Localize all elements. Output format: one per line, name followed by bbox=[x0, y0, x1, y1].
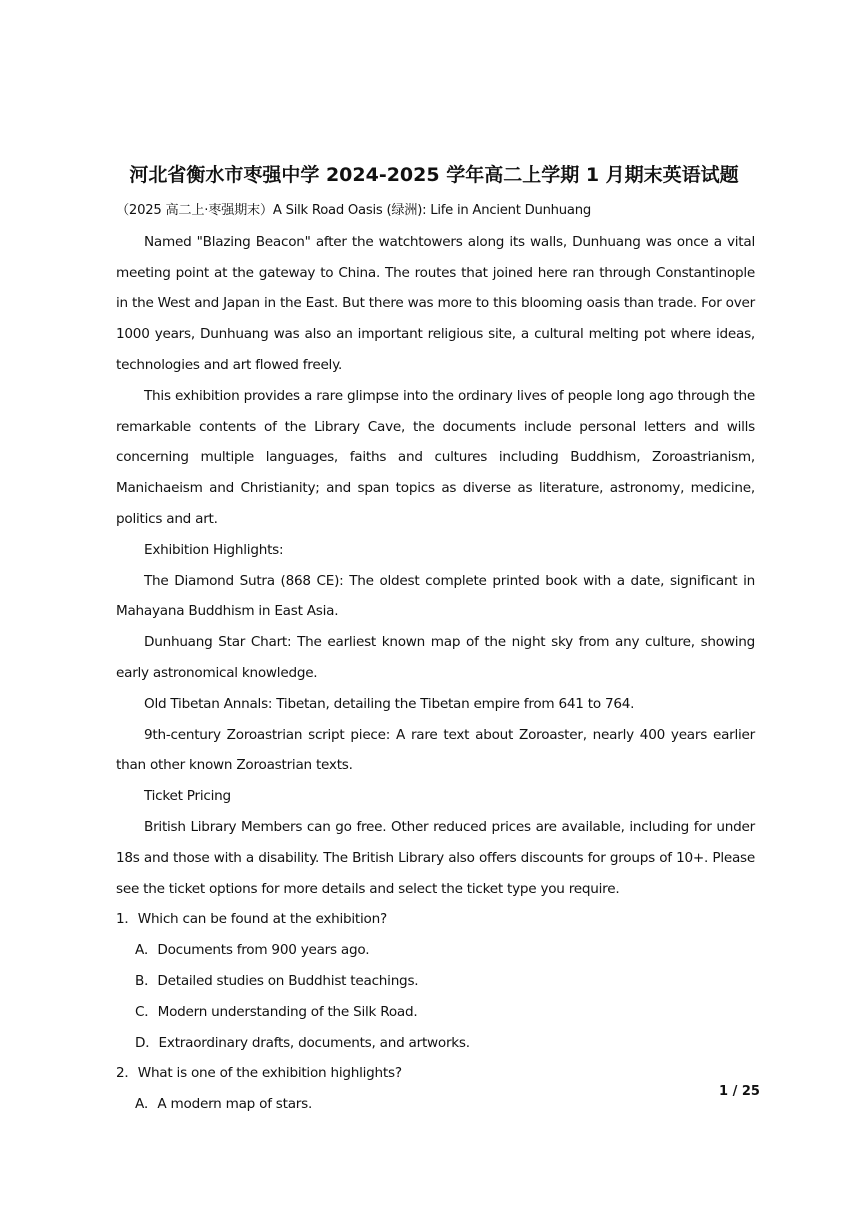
highlights-heading: Exhibition Highlights: bbox=[144, 541, 284, 558]
passage-paragraph: Named "Blazing Beacon" after the watchtowers along its walls, Dunhuang was once a vital meeting point at the gateway to China. The routes that joined here ran through Constantinople in the West and Japan in the East. But there was more to this blooming oasis than trade. For over 1000 years, Dunhuang was also an important religious site, a cultural melting pot where ideas, technologies and art flowed freely. bbox=[116, 233, 755, 373]
question-stem bbox=[116, 904, 755, 935]
question-number: 2． bbox=[116, 1065, 138, 1082]
question-text: What is one of the exhibition highlights? bbox=[137, 1065, 402, 1082]
answer-option: A．A modern map of stars. bbox=[135, 1096, 313, 1113]
question-2 bbox=[116, 1058, 755, 1120]
question-stem bbox=[116, 1058, 755, 1089]
source-line: （2025 高二上·枣强期末）A Silk Road Oasis (绿洲): Life in Ancient Dunhuang bbox=[116, 203, 591, 218]
highlight-item: Old Tibetan Annals: Tibetan, detailing the Tibetan empire from 641 to 764. bbox=[144, 695, 635, 712]
highlight-item: The Diamond Sutra (868 CE): The oldest complete printed book with a date, significant in Mahayana Buddhism in East Asia. bbox=[116, 572, 755, 620]
highlight-item: 9th-century Zoroastrian script piece: A rare text about Zoroaster, nearly 400 years earlier than other known Zoroastrian texts. bbox=[116, 726, 755, 774]
page-title: 河北省衡水市枣强中学 2024-2025 学年高二上学期 1 月期末英语试题 bbox=[129, 164, 739, 186]
highlight-item: Dunhuang Star Chart: The earliest known map of the night sky from any culture, showing early astronomical knowledge. bbox=[116, 634, 755, 681]
question-number: 1． bbox=[116, 911, 138, 928]
ticket-paragraph: British Library Members can go free. Other reduced prices are available, including for under 18s and those with a disability. The British Library also offers discounts for groups of 10+. Please see the ticket options for more details and select the ticket type you require. bbox=[116, 818, 755, 897]
answer-option: C．Modern understanding of the Silk Road. bbox=[135, 1003, 418, 1020]
question-1 bbox=[116, 904, 755, 1058]
answer-option: A．Documents from 900 years ago. bbox=[135, 942, 370, 959]
passage-paragraph: This exhibition provides a rare glimpse into the ordinary lives of people long ago through the remarkable contents of the Library Cave, the documents include personal letters and wills concerning multiple languages, faiths and cultures including Buddhism, Zoroastrianism, Manichaeism and Christianity; and span topics as diverse as literature, astronomy, medicine, politics and art. bbox=[116, 387, 755, 527]
page-number: 1 / 25 bbox=[719, 1084, 760, 1099]
question-text: Which can be found at the exhibition? bbox=[137, 911, 387, 928]
answer-option: B．Detailed studies on Buddhist teachings. bbox=[135, 972, 419, 989]
ticket-heading: Ticket Pricing bbox=[144, 788, 231, 805]
answer-option: D．Extraordinary drafts, documents, and artworks. bbox=[135, 1034, 470, 1051]
document-body bbox=[116, 196, 755, 1120]
